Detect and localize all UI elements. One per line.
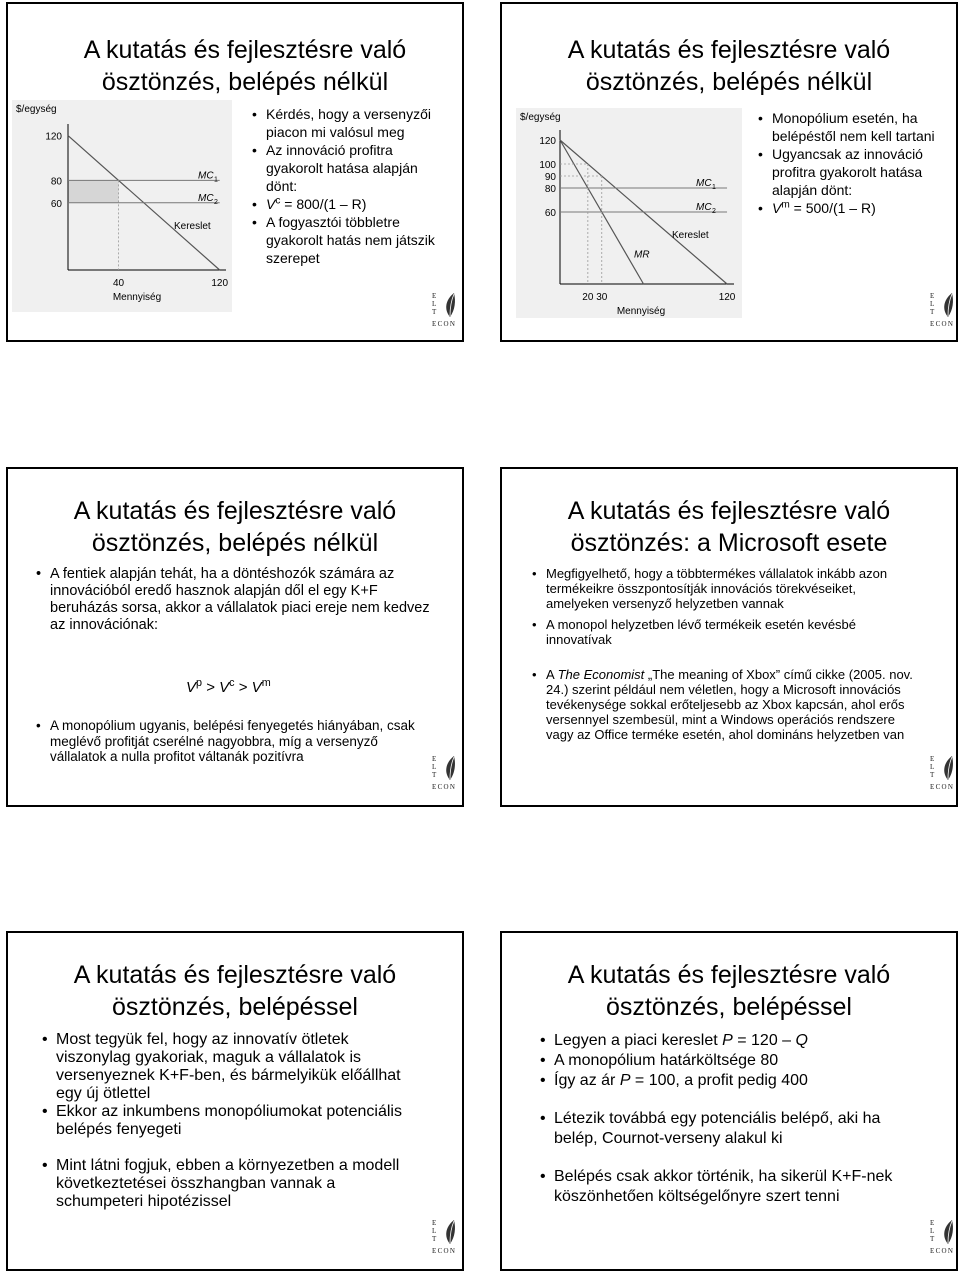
elte-econ-logo (432, 1219, 464, 1255)
logo-letter: T (930, 1235, 935, 1243)
y-tick-label: 60 (544, 208, 556, 219)
bullet-item: • Megfigyelhető, hogy a többtermékes vállalatok inkább azon termékeikre összpontosítják innovációs törekvéseiket, amelyeken versenyző helyzetben vannak (532, 566, 918, 611)
logo-letter: T (432, 771, 437, 779)
mc1-subscript: 1 (214, 176, 218, 184)
logo-econ-text: ECON (432, 783, 457, 791)
chart-monopoly-svg (516, 108, 742, 318)
logo-letter: L (432, 300, 437, 308)
logo-letters (432, 1219, 436, 1243)
logo-letters (930, 755, 934, 779)
mc2-label: MC (198, 192, 214, 204)
bullet-list (758, 109, 950, 217)
chart-monopoly (516, 108, 742, 318)
logo-leaf-icon (940, 292, 956, 318)
mc2-label: MC (696, 202, 712, 213)
slide-6 (500, 931, 958, 1271)
mc2-subscript: 2 (214, 198, 218, 206)
logo-letter: E (432, 292, 437, 300)
slide-2 (500, 2, 958, 342)
elte-econ-logo (930, 1219, 960, 1255)
slide-title: A kutatás és fejlesztésre való ösztönzés, belépéssel (567, 961, 891, 1021)
logo-letter: E (930, 292, 935, 300)
bullet-item: • A fentiek alapján tehát, ha a döntéshozók számára az innovációból eredő hasznok alapján dől el egy K+F beruházás sorsa, akkor a vállalatok piaci ereje nem kedvez az innovációnak: (36, 566, 436, 634)
mc1-label: MC (198, 170, 214, 182)
slide-5 (6, 931, 464, 1271)
logo-letters (432, 755, 436, 779)
logo-letter: L (930, 1227, 935, 1235)
x-tick-label: 120 (211, 278, 229, 289)
slide-1 (6, 2, 464, 342)
logo-econ-text: ECON (930, 1247, 955, 1255)
bullet-item: • Mint látni fogjuk, ebben a környezetben a modell következtetései összhangban vannak a schumpeteri hipotézissel (42, 1157, 422, 1211)
y-axis-label: $/egység (520, 112, 561, 123)
logo-econ-text: ECON (432, 1247, 457, 1255)
x-tick-label: 120 (718, 292, 736, 303)
elte-econ-logo (432, 755, 464, 791)
y-tick-label: 90 (544, 172, 556, 183)
slide-4 (500, 467, 958, 807)
bullet-item: • Belépés csak akkor történik, ha sikerül K+F-nek köszönhetően költségelőnyre szert tenni (540, 1167, 920, 1207)
mc1-label: MC (696, 178, 712, 189)
elte-econ-logo (432, 292, 464, 328)
bullet-list (42, 1031, 422, 1211)
y-tick-label: 80 (544, 184, 556, 195)
bullet-item: • $V^c = 800/(1 - R)$ (252, 195, 452, 213)
x-axis-label: Mennyiség (112, 292, 162, 303)
bullet-item: • Most tegyük fel, hogy az innovatív ötletek viszonylag gyakoriak, maguk a vállalatok is versenyeznek K+F-ben, és bármelyikük előállhat egy új ötlettel (42, 1031, 422, 1103)
logo-letters (432, 292, 436, 316)
mr-label: MR (634, 249, 650, 261)
logo-letter: T (930, 771, 935, 779)
bullet-list (36, 566, 436, 634)
bullet-item: • A monopólium ugyanis, belépési fenyegetés hiányában, csak meglévő profitját cserélné nagyobbra, míg a versenyző vállalatok a nulla profitot váltanák pozitívra (36, 718, 436, 765)
logo-letters (930, 292, 934, 316)
logo-letter: T (432, 1235, 437, 1243)
slide-title: A kutatás és fejlesztésre való ösztönzés, belépéssel (73, 961, 397, 1021)
y-tick-label: 80 (50, 176, 62, 188)
logo-leaf-icon (442, 1219, 458, 1245)
logo-letter: E (432, 1219, 437, 1227)
mc2-subscript: 2 (712, 208, 716, 215)
y-tick-label: 120 (45, 131, 62, 143)
logo-leaf-icon (442, 292, 458, 318)
elte-econ-logo (930, 755, 960, 791)
y-tick-label: 60 (50, 198, 62, 210)
bullet-item: • $V^m = 500/(1 - R)$ (758, 199, 950, 217)
elte-econ-logo (930, 292, 960, 328)
bullet-item: • A The Economist „The meaning of Xbox” című cikke (2005. nov. 24.) szerint például nem véletlen, hogy a Microsoft innovációs tevékenysége sokkal erőteljesebb az Xbox kapcsán, ahol erős versennyel szembesül, mint a Windows operációs rendszere vagy az Office terméke esetén, ahol domináns helyzetben van (532, 667, 918, 742)
demand-label: Kereslet (174, 220, 211, 232)
bullet-item: • Az innováció profitra gyakorolt hatása alapján dönt: (252, 141, 452, 195)
logo-letter: E (930, 755, 935, 763)
y-tick-label: 100 (539, 160, 556, 171)
logo-econ-text: ECON (930, 320, 955, 328)
bullet-item: • Létezik továbbá egy potenciális belépő, aki ha belép, Cournot-verseny alakul ki (540, 1109, 920, 1149)
bullet-item: • Ekkor az inkumbens monopóliumokat potenciális belépés fenyegeti (42, 1103, 422, 1139)
y-axis-label: $/egység (16, 104, 57, 115)
x-axis-label: Mennyiség (616, 306, 666, 317)
logo-letter: L (930, 763, 935, 771)
logo-letter: E (930, 1219, 935, 1227)
cost-saving-area (68, 180, 119, 202)
bullet-list (532, 566, 918, 742)
bullet-item: • A monopólium határköltsége 80 (540, 1051, 920, 1071)
slide-title: A kutatás és fejlesztésre való ösztönzés, belépés nélkül (567, 36, 891, 96)
bullet-item: • Monopólium esetén, ha belépéstől nem kell tartani (758, 109, 950, 145)
logo-letter: L (432, 1227, 437, 1235)
bullet-item: • A monopol helyzetben lévő termékeik esetén kevésbé innovatívak (532, 617, 918, 647)
slide-title: A kutatás és fejlesztésre való ösztönzés, belépés nélkül (83, 36, 407, 96)
demand-label: Kereslet (672, 230, 709, 241)
slide-title: A kutatás és fejlesztésre való ösztönzés: a Microsoft esete (567, 497, 891, 557)
slide-3 (6, 467, 464, 807)
x-tick-label: 30 (596, 292, 608, 303)
chart-competitive-svg (12, 100, 232, 312)
formula-inequality: $V^p > V^c > V^m$ (186, 677, 271, 696)
logo-letter: T (432, 308, 437, 316)
logo-leaf-icon (442, 755, 458, 781)
bullet-list (36, 718, 436, 765)
bullet-item: • Így az ár P = 100, a profit pedig 400 (540, 1071, 920, 1091)
logo-letter: L (930, 300, 935, 308)
x-tick-label: 40 (112, 278, 125, 289)
chart-competitive (12, 100, 232, 312)
bullet-item: • Legyen a piaci kereslet P = 120 – Q (540, 1031, 920, 1051)
bullet-list (540, 1031, 920, 1207)
logo-letter: L (432, 763, 437, 771)
logo-econ-text: ECON (930, 783, 955, 791)
bullet-item: • A fogyasztói többletre gyakorolt hatás nem játszik szerepet (252, 213, 452, 267)
logo-leaf-icon (940, 755, 956, 781)
bullet-list (252, 105, 452, 267)
logo-letter: E (432, 755, 437, 763)
slide-title: A kutatás és fejlesztésre való ösztönzés, belépés nélkül (73, 497, 397, 557)
bullet-item: • Ugyancsak az innováció profitra gyakorolt hatása alapján dönt: (758, 145, 950, 199)
logo-leaf-icon (940, 1219, 956, 1245)
y-tick-label: 120 (539, 136, 556, 147)
logo-econ-text: ECON (432, 320, 457, 328)
bullet-item: • Kérdés, hogy a versenyzői piacon mi valósul meg (252, 105, 452, 141)
x-tick-label: 20 (582, 292, 594, 303)
mc1-subscript: 1 (712, 184, 716, 191)
logo-letters (930, 1219, 934, 1243)
logo-letter: T (930, 308, 935, 316)
